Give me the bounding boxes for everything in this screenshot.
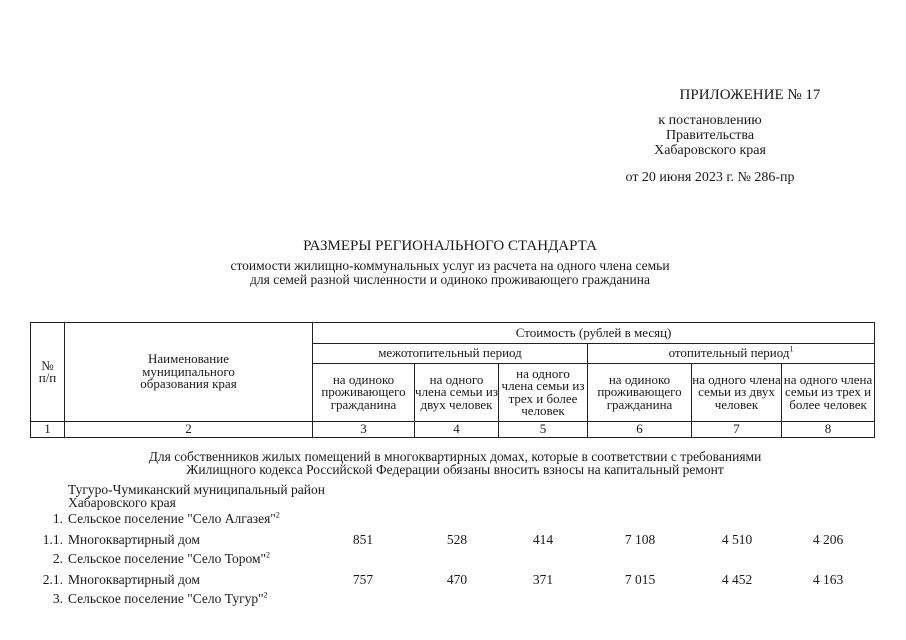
header-two: на одного члена семьи из двух человек: [415, 364, 499, 422]
header-name: Наименование муниципального образования края: [65, 323, 313, 422]
row-value: 757: [352, 572, 374, 587]
document-title: РАЗМЕРЫ РЕГИОНАЛЬНОГО СТАНДАРТА: [303, 238, 597, 254]
appendix-line: от 20 июня 2023 г. № 286-пр: [625, 170, 795, 185]
row-value: 4 163: [812, 572, 844, 587]
appendix-line: Правительства: [665, 128, 755, 143]
row-name: Многоквартирный дом: [68, 572, 200, 587]
section-note: [60, 450, 850, 476]
row-number: 2.1.: [42, 572, 63, 587]
row-name: Сельское поселение "Село Тугур"$^2$: [68, 590, 268, 606]
footnote-mark: 2: [275, 510, 280, 520]
row-number: 2.: [52, 551, 63, 566]
row-value: 7 015: [624, 572, 656, 587]
appendix-details: [560, 113, 860, 185]
subtitle-line: для семей разной численности и одиноко проживающего гражданина: [250, 272, 650, 287]
header-period-on: отопительный период$^1$: [588, 344, 875, 364]
row-number: 3.: [52, 591, 63, 606]
row-value: 414: [532, 532, 554, 547]
header-period-off: межотопительный период: [313, 344, 588, 364]
subtitle-line: стоимости жилищно-коммунальных услуг из расчета на одного члена семьи: [230, 258, 670, 273]
header-three: на одного члена семьи из трех и более человек: [782, 364, 875, 422]
header-single: на одиноко проживающего гражданина: [588, 364, 692, 422]
header-three: на одного члена семьи из трех и более человек: [499, 364, 588, 422]
row-name: Многоквартирный дом: [68, 532, 200, 547]
col-number: 1: [31, 422, 65, 438]
table-row: [30, 532, 874, 548]
row-number: 1.: [52, 511, 63, 526]
section-note-line: Жилищного кодекса Российской Федерации обязаны вносить взносы на капитальный ремонт: [186, 462, 724, 477]
header-number: № п/п: [31, 323, 65, 422]
row-value: 4 452: [721, 572, 753, 587]
row-value: 7 108: [624, 532, 656, 547]
col-number: 8: [782, 422, 875, 438]
table-row: [30, 572, 874, 588]
row-value: 4 510: [721, 532, 753, 547]
col-number: 6: [588, 422, 692, 438]
col-number: 7: [692, 422, 782, 438]
row-value: 470: [446, 572, 468, 587]
col-number: 2: [65, 422, 313, 438]
header-two: на одного члена семьи из двух человек: [692, 364, 782, 422]
col-number: 4: [415, 422, 499, 438]
row-name: Сельское поселение "Село Алгазея"$^2$: [68, 510, 280, 526]
document-subtitle: [150, 259, 750, 287]
col-number: 3: [313, 422, 415, 438]
district-name: Тугуро-Чумиканский муниципальный район Хабаровского края: [68, 482, 325, 510]
section-note-line: Для собственников жилых помещений в многоквартирных домах, которые в соответствии с требованиями: [148, 449, 762, 464]
header-single: на одиноко проживающего гражданина: [313, 364, 415, 422]
table-row: [30, 551, 874, 567]
row-value: 4 206: [812, 532, 844, 547]
appendix-line: Хабаровского края: [654, 143, 766, 158]
table-row: [30, 511, 874, 527]
row-value: 528: [446, 532, 468, 547]
header-cost: Стоимость (рублей в месяц): [313, 323, 875, 344]
appendix-title: ПРИЛОЖЕНИЕ № 17: [679, 87, 821, 103]
row-value: 371: [532, 572, 554, 587]
appendix-line: к постановлению: [658, 113, 762, 128]
row-number: 1.1.: [42, 532, 63, 547]
footnote-mark: 1: [789, 344, 794, 354]
row-name: Сельское поселение "Село Тором"$^2$: [68, 550, 271, 566]
col-number: 5: [499, 422, 588, 438]
row-value: 851: [352, 532, 374, 547]
footnote-mark: 2: [266, 550, 271, 560]
standards-table-header: [30, 322, 875, 438]
table-row: [30, 591, 874, 607]
footnote-mark: 2: [263, 590, 268, 600]
